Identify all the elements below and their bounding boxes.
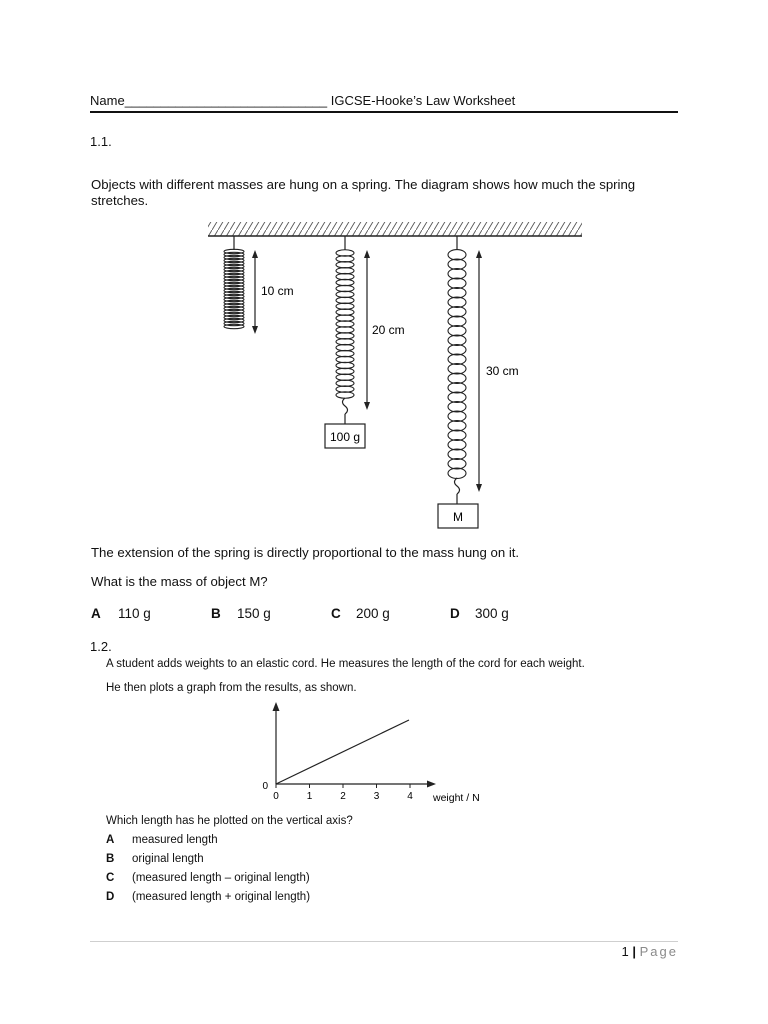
question-1-2-line2: He then plots a graph from the results, as shown.	[106, 682, 357, 694]
question-1-1-number: 1.1.	[90, 134, 112, 149]
page-word: Page	[639, 944, 678, 959]
option-d-letter: D	[450, 606, 460, 621]
question-1-1-intro-line1: Objects with different masses are hung on a spring. The diagram shows how much the spring	[91, 177, 636, 192]
graph-y-axis-arrow	[273, 702, 280, 711]
option-c-letter: C	[106, 872, 115, 884]
option-c-text: 200 g	[356, 606, 390, 621]
spring-coil	[448, 421, 466, 431]
option-c-text: (measured length – original length)	[132, 872, 310, 884]
mass-m-label: M	[453, 510, 463, 524]
spring-coil	[448, 383, 466, 393]
footer-rule	[90, 941, 678, 942]
graph-line	[276, 720, 409, 784]
question-1-1-intro-line2: stretches.	[91, 193, 149, 208]
spring-coil	[448, 468, 466, 478]
weight-graph	[250, 698, 510, 808]
label-30cm: 30 cm	[486, 364, 519, 378]
spring-100g	[336, 236, 354, 424]
spring-coil	[448, 430, 466, 440]
option-d-text: (measured length + original length)	[132, 891, 311, 903]
spring-coil	[448, 459, 466, 469]
option-d-letter: D	[106, 891, 115, 903]
spring-coil	[448, 354, 466, 364]
graph-y-origin-label: 0	[262, 781, 268, 792]
spring-coil	[448, 402, 466, 412]
option-a-text: 110 g	[118, 606, 151, 621]
spring-coil	[224, 324, 244, 328]
spring-coil	[448, 373, 466, 383]
spring-coil	[448, 288, 466, 298]
mass-100g-label: 100 g	[329, 430, 361, 444]
graph-x-axis-arrow	[427, 781, 436, 788]
graph-x-label: weight / N	[433, 792, 480, 804]
option-b-text: original length	[132, 853, 204, 865]
spring-unloaded	[224, 236, 244, 329]
option-d-text: 300 g	[475, 606, 509, 621]
spring-coil	[448, 411, 466, 421]
option-a-letter: A	[91, 606, 101, 621]
name-blank: ____________________________	[124, 93, 328, 108]
spring-coil	[448, 364, 466, 374]
name-label: Name	[90, 93, 125, 108]
spring-diagram	[200, 220, 590, 536]
graph-x-tick-label: 0	[273, 791, 279, 802]
page-number: 1	[621, 944, 629, 959]
spring-coil	[448, 449, 466, 459]
ceiling-hatching	[208, 222, 582, 236]
option-a-text: measured length	[132, 834, 218, 846]
arrow-30cm	[476, 250, 482, 492]
graph-x-tick-label: 4	[407, 791, 413, 802]
spring-coil	[448, 269, 466, 279]
arrow-20cm	[364, 250, 370, 410]
option-b-letter: B	[106, 853, 115, 865]
header-rule	[90, 111, 678, 113]
label-20cm: 20 cm	[372, 323, 405, 337]
question-1-1-question: What is the mass of object M?	[91, 574, 268, 589]
spring-coil	[448, 440, 466, 450]
question-1-2-question: Which length has he plotted on the vertical axis?	[106, 815, 353, 827]
spring-coil	[448, 345, 466, 355]
question-1-1-statement: The extension of the spring is directly proportional to the mass hung on it.	[91, 545, 520, 560]
arrow-10cm	[252, 250, 258, 334]
page-footer	[622, 944, 679, 959]
option-b-letter: B	[211, 606, 221, 621]
spring-coil	[448, 316, 466, 326]
spring-coil	[448, 392, 466, 402]
spring-coil	[448, 326, 466, 336]
option-b-text: 150 g	[237, 606, 271, 621]
worksheet-header	[90, 93, 515, 108]
option-a-letter: A	[106, 834, 115, 846]
page-separator: |	[632, 944, 636, 959]
spring-coil	[448, 259, 466, 269]
spring-coil	[448, 307, 466, 317]
worksheet-title: IGCSE-Hooke’s Law Worksheet	[330, 93, 516, 108]
spring-coil	[448, 335, 466, 345]
graph-x-tick-label: 1	[306, 791, 313, 802]
graph-x-tick-label: 3	[373, 791, 380, 802]
question-1-2-line1: A student adds weights to an elastic cord. He measures the length of the cord for each weight.	[106, 658, 585, 670]
spring-coil	[448, 250, 466, 260]
spring-coil	[448, 278, 466, 288]
spring-coil	[448, 297, 466, 307]
option-c-letter: C	[331, 606, 341, 621]
graph-x-tick-label: 2	[340, 791, 346, 802]
spring-mass-m	[448, 236, 466, 504]
label-10cm: 10 cm	[261, 284, 294, 298]
question-1-2-number: 1.2.	[90, 639, 112, 654]
